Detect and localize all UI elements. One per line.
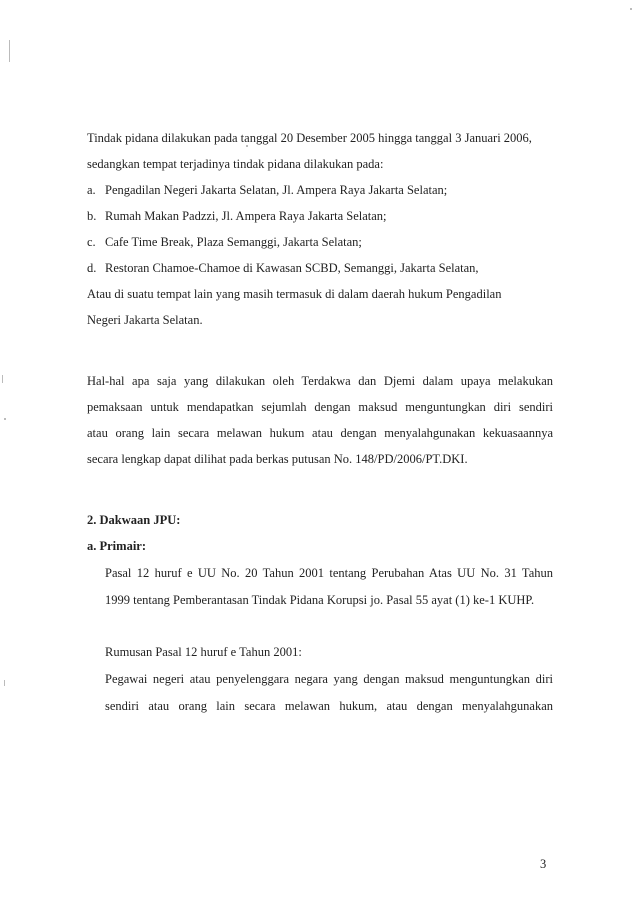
scan-mark <box>630 8 632 10</box>
section2-heading: 2. Dakwaan JPU: <box>87 513 181 527</box>
location-item-d <box>87 260 553 276</box>
paragraph2-line2: pemaksaan untuk mendapatkan sejumlah dengan maksud menguntungkan diri sendiri <box>87 400 553 414</box>
paragraph2-line1: Hal-hal apa saja yang dilakukan oleh Terdakwa dan Djemi dalam upaya melakukan <box>87 374 553 388</box>
list-label: d. <box>87 261 97 275</box>
rumusan-line1: Pegawai negeri atau penyelenggara negara yang dengan maksud menguntungkan diri <box>105 672 553 686</box>
list-label: c. <box>87 235 96 249</box>
primair-line2: 1999 tentang Pemberantasan Tindak Pidana Korupsi jo. Pasal 55 ayat (1) ke-1 KUHP. <box>105 593 535 607</box>
scan-mark <box>246 145 248 147</box>
paragraph1-end-line1: Atau di suatu tempat lain yang masih termasuk di dalam daerah hukum Pengadilan <box>87 287 502 301</box>
list-text: Rumah Makan Padzzi, Jl. Ampera Raya Jakarta Selatan; <box>105 209 387 223</box>
sub-a-heading: a. Primair: <box>87 539 147 553</box>
list-text: Pengadilan Negeri Jakarta Selatan, Jl. Ampera Raya Jakarta Selatan; <box>105 183 448 197</box>
rumusan-heading: Rumusan Pasal 12 huruf e Tahun 2001: <box>105 645 302 659</box>
page-number: 3 <box>540 857 547 871</box>
list-label: a. <box>87 183 96 197</box>
list-label: b. <box>87 209 97 223</box>
paragraph2-line3: atau orang lain secara melawan hukum atau dengan menyalahgunakan kekuasaannya <box>87 426 553 440</box>
location-item-b <box>87 208 553 224</box>
paragraph2-line4: secara lengkap dapat dilihat pada berkas putusan No. 148/PD/2006/PT.DKI. <box>87 452 468 466</box>
paragraph1-line2: sedangkan tempat terjadinya tindak pidana dilakukan pada: <box>87 157 384 171</box>
primair-line1: Pasal 12 huruf e UU No. 20 Tahun 2001 tentang Perubahan Atas UU No. 31 Tahun <box>105 566 553 580</box>
location-item-c <box>87 234 553 250</box>
rumusan-line2: sendiri atau orang lain secara melawan hukum, atau dengan menyalahgunakan <box>105 699 553 713</box>
scan-mark <box>4 680 5 686</box>
paragraph1-line1: Tindak pidana dilakukan pada tanggal 20 Desember 2005 hingga tanggal 3 Januari 2006, <box>87 131 532 145</box>
scan-mark <box>9 40 10 62</box>
list-text: Cafe Time Break, Plaza Semanggi, Jakarta Selatan; <box>105 235 362 249</box>
location-item-a <box>87 182 553 198</box>
scan-mark <box>2 375 3 383</box>
list-text: Restoran Chamoe-Chamoe di Kawasan SCBD, Semanggi, Jakarta Selatan, <box>105 261 479 275</box>
paragraph1-end-line2: Negeri Jakarta Selatan. <box>87 313 203 327</box>
scan-mark <box>4 418 6 420</box>
